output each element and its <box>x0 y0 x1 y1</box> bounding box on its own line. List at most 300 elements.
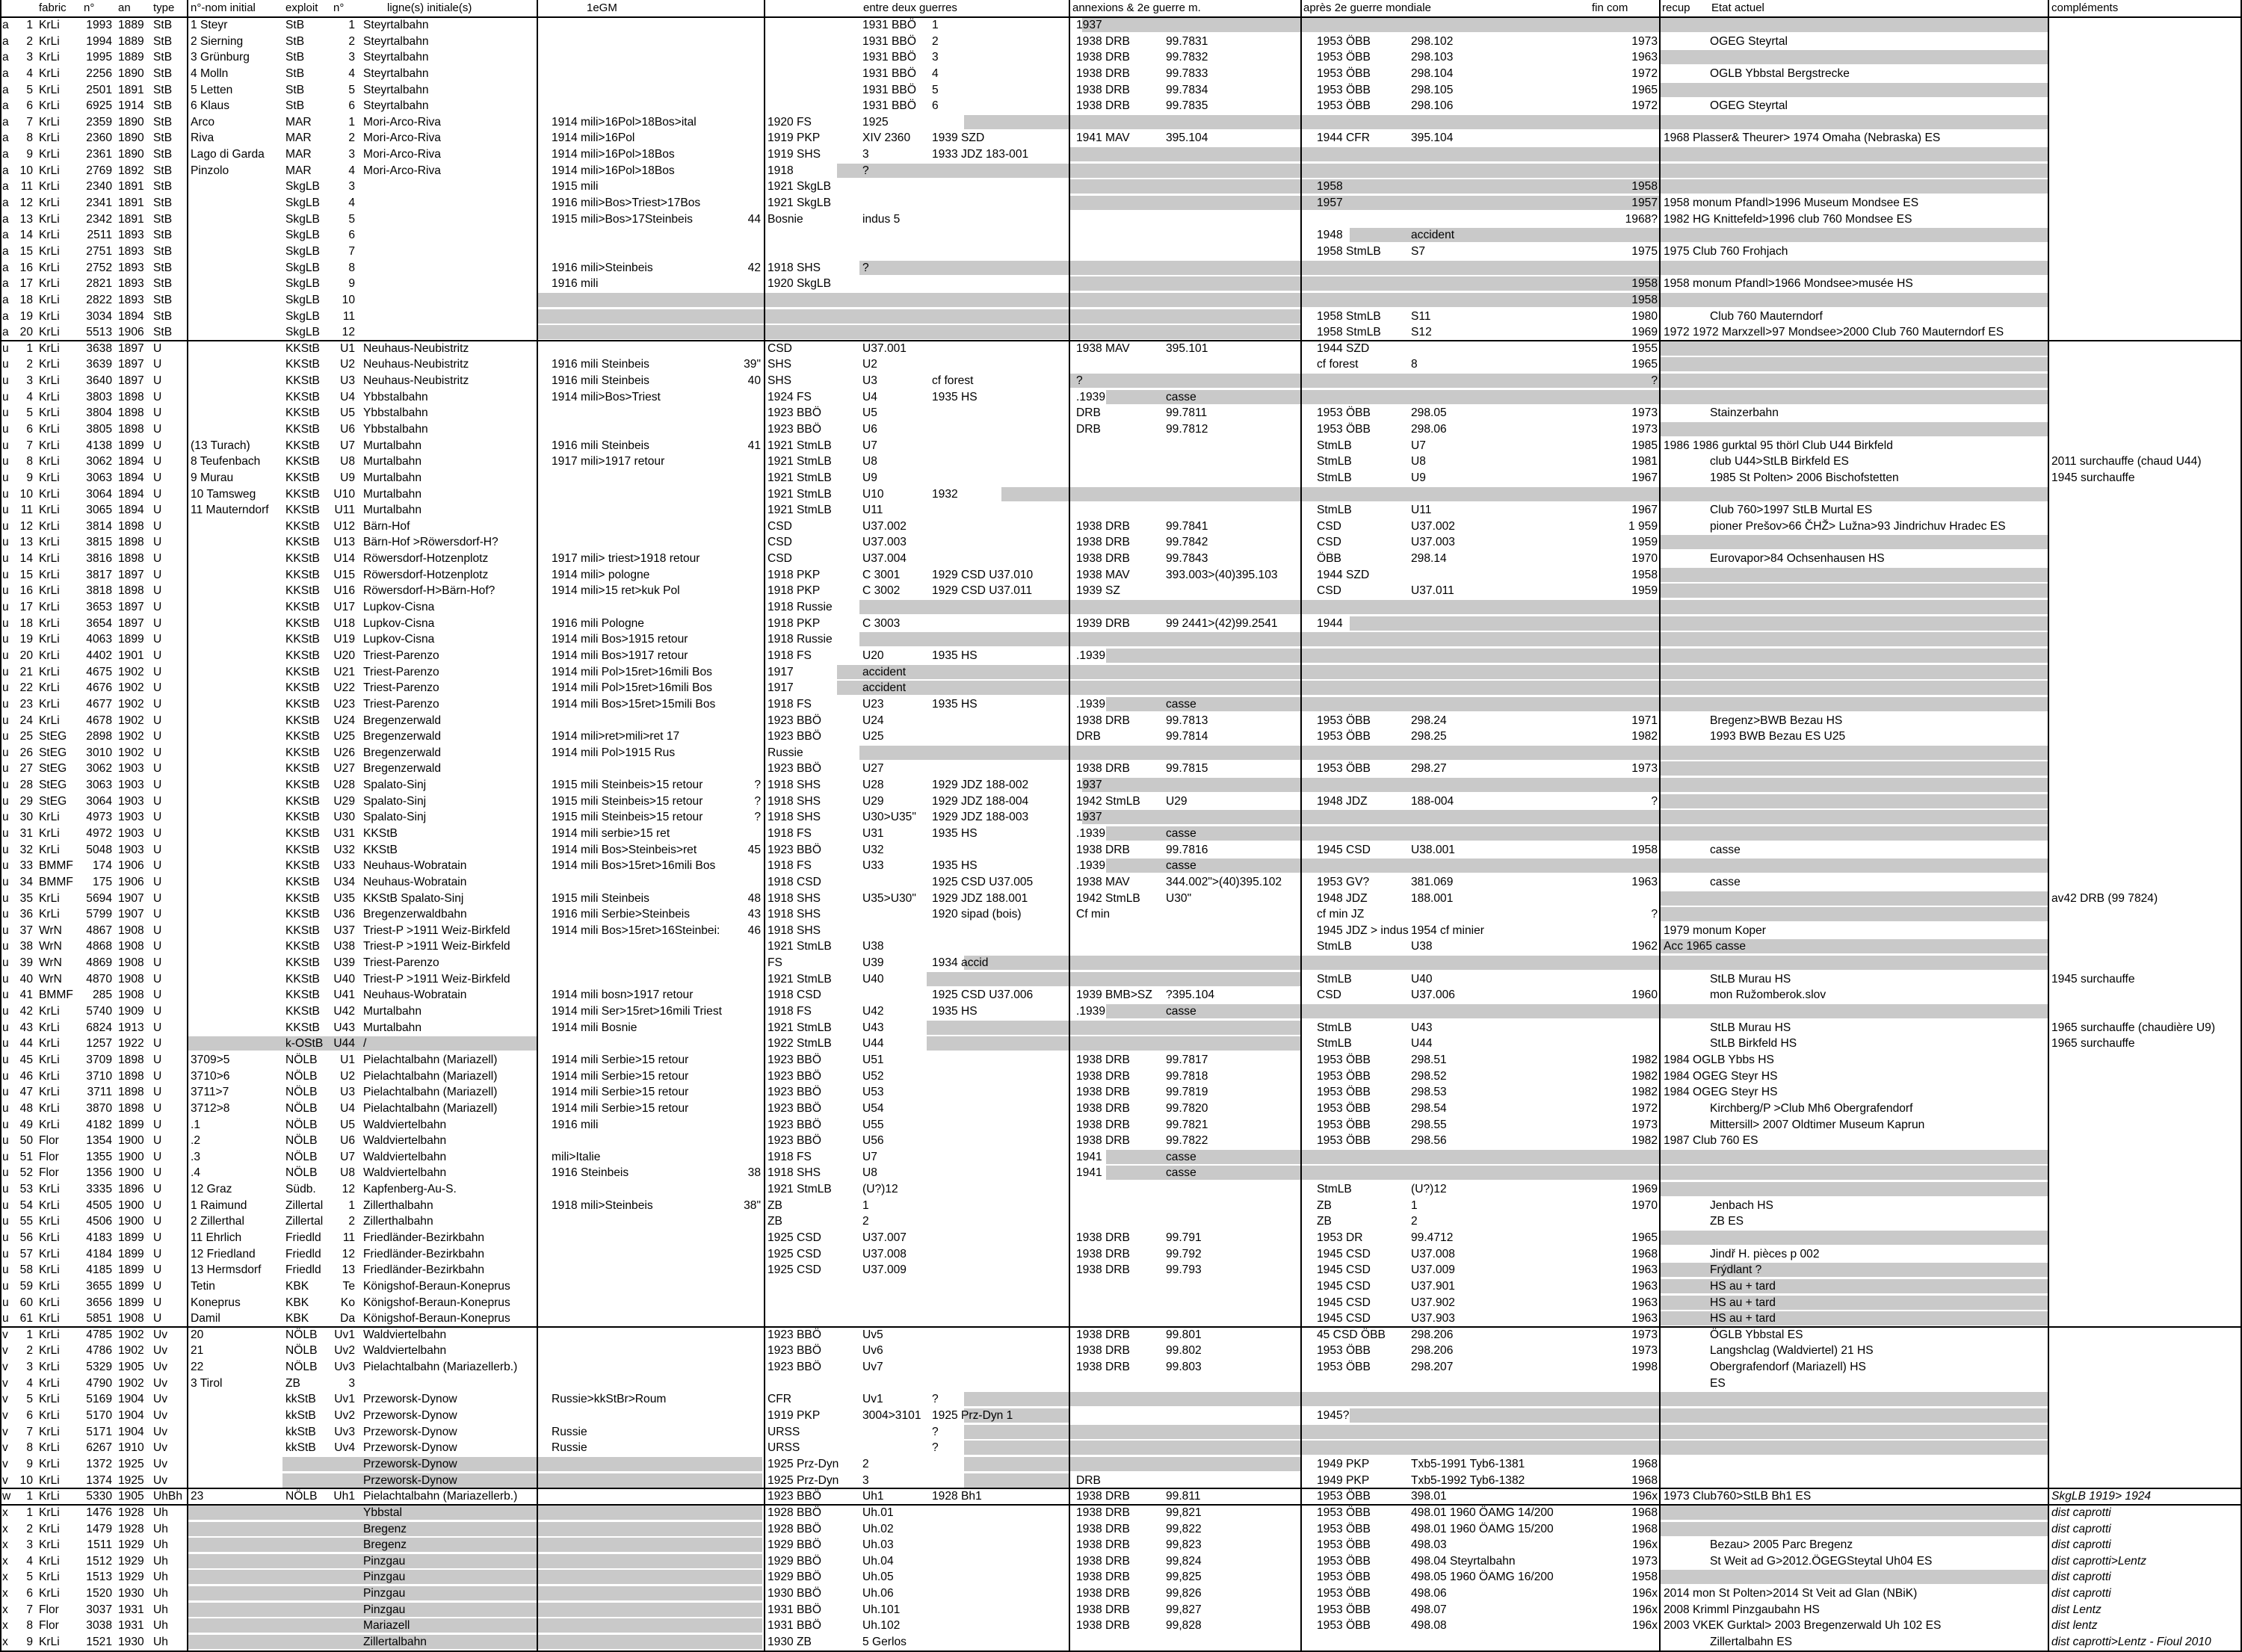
unit-number-cell: U44 <box>333 1037 355 1051</box>
postwar-operator-cell: 1949 PKP <box>1317 1457 1370 1470</box>
factory-number-cell: 3064 <box>86 487 112 501</box>
wwi-number-cell <box>737 874 761 890</box>
interwar-operator-cell: 1918 SHS <box>768 1166 821 1180</box>
unit-number-cell: U28 <box>333 779 355 792</box>
series-cell: u <box>2 1247 9 1260</box>
wwi-number-cell <box>737 276 761 291</box>
initial-line-cell: Königshof-Beraun-Koneprus <box>363 1279 510 1293</box>
type-cell: U <box>153 341 162 355</box>
factory-number-cell: 174 <box>92 859 112 873</box>
initial-line-cell: Steyrtalbahn <box>363 83 429 96</box>
type-cell: Uh <box>153 1619 168 1633</box>
interwar-number-cell: U54 <box>862 1101 884 1115</box>
unit-number-cell: 11 <box>342 1231 355 1244</box>
postwar-number-cell: 298.52 <box>1411 1069 1447 1083</box>
current-state-cell: Club 760 Mauterndorf <box>1710 309 1823 323</box>
factory-number-cell: 2821 <box>86 277 112 291</box>
series-cell: a <box>2 277 9 291</box>
interwar-later-cell: 1929 JDZ 188.001 <box>932 891 1028 905</box>
interwar-later-cell: ? <box>932 1393 939 1406</box>
series-cell: u <box>2 779 9 792</box>
unit-number-cell: 2 <box>348 132 355 145</box>
operator-cell: NÖLB <box>285 1361 318 1374</box>
wwii-operator-cell: 1938 DRB <box>1076 1619 1130 1633</box>
wwii-number-cell: 393.003>(40)395.103 <box>1166 568 1278 581</box>
postwar-operator-cell: cf forest <box>1317 358 1359 371</box>
factory-number-cell: 3639 <box>86 358 112 371</box>
table-row <box>0 1505 2242 1520</box>
interwar-number-cell: indus 5 <box>862 212 901 226</box>
postwar-operator-cell: 1945 CSD <box>1317 1312 1371 1325</box>
row-number-cell: 13 <box>19 536 33 549</box>
fabricant-cell: KrLi <box>39 552 60 566</box>
fabricant-cell: KrLi <box>39 1263 60 1277</box>
year-cell: 1903 <box>118 762 144 776</box>
wwi-number-cell <box>737 1262 761 1278</box>
row-number-cell: 1 <box>26 1328 33 1341</box>
wwi-number-cell <box>737 1456 761 1472</box>
type-cell: U <box>153 423 162 436</box>
interwar-operator-cell: 1918 SHS <box>768 924 821 937</box>
postwar-number-cell: 298.103 <box>1411 51 1454 64</box>
type-cell: Uh <box>153 1603 168 1616</box>
initial-line-cell: Röwersdorf-Hotzenplotz <box>363 568 489 581</box>
wwii-operator-cell: 1938 DRB <box>1076 1571 1130 1584</box>
interwar-operator-cell: 1923 BBÖ <box>768 762 821 776</box>
wwi-number-cell: 46 <box>747 924 761 937</box>
type-cell: StB <box>153 51 173 64</box>
table-row <box>0 1634 2242 1650</box>
row-number-cell: 4 <box>26 1554 33 1568</box>
interwar-operator-cell: 1921 StmLB <box>768 1183 832 1196</box>
wwi-number-cell <box>737 696 761 712</box>
interwar-number-cell: accident <box>862 665 907 678</box>
factory-number-cell: 5048 <box>86 843 112 856</box>
wwi-cell: 1915 mili Steinbeis>15 retour <box>552 794 703 808</box>
row-number-cell: 9 <box>26 148 33 161</box>
wwi-cell: 1918 mili>Steinbeis <box>552 1198 653 1212</box>
postwar-number-cell: U37.902 <box>1411 1296 1455 1309</box>
wwii-operator-cell: 1938 DRB <box>1076 1538 1130 1552</box>
interwar-operator-cell: CSD <box>768 536 792 549</box>
gray-fill <box>1350 616 2048 631</box>
unit-number-cell: 6 <box>348 99 355 113</box>
factory-number-cell: 5740 <box>86 1005 112 1018</box>
initial-line-cell: Königshof-Beraun-Koneprus <box>363 1312 510 1325</box>
initial-line-cell: Waldviertelbahn <box>363 1328 447 1341</box>
fabricant-cell: KrLi <box>39 487 60 501</box>
initial-line-cell: Röwersdorf-H>Bärn-Hof? <box>363 584 495 598</box>
postwar-number-cell: U37.901 <box>1411 1279 1455 1293</box>
factory-number-cell: 175 <box>92 875 112 888</box>
initial-line-cell: Bregenzerwald <box>363 762 442 776</box>
row-number-cell: 7 <box>26 1425 33 1438</box>
notes-cell: 1965 surchauffe <box>2051 1037 2135 1051</box>
notes-cell: 1945 surchauffe <box>2051 471 2135 484</box>
fabricant-cell: KrLi <box>39 891 60 905</box>
series-cell: x <box>2 1636 8 1648</box>
type-cell: U <box>153 1150 162 1163</box>
gray-fill <box>859 746 2048 760</box>
end-of-service-cell: 1982 <box>1631 1134 1658 1148</box>
fabricant-cell: KrLi <box>39 1425 60 1438</box>
type-cell: U <box>153 859 162 873</box>
row-number-cell: 52 <box>19 1166 33 1180</box>
year-cell: 1893 <box>118 293 144 306</box>
series-cell: u <box>2 649 9 662</box>
wwii-number-cell: U30" <box>1166 891 1192 905</box>
interwar-number-cell: U6 <box>862 423 877 436</box>
initial-line-cell: Przeworsk-Dynow <box>363 1409 457 1423</box>
interwar-number-cell: U24 <box>862 714 884 727</box>
gray-fill <box>1069 276 1661 291</box>
interwar-operator-cell: URSS <box>768 1441 800 1455</box>
type-cell: U <box>153 439 162 452</box>
series-cell: x <box>2 1571 8 1584</box>
year-cell: 1908 <box>118 1312 144 1325</box>
table-row <box>0 1149 2242 1165</box>
end-of-service-cell <box>1588 680 1658 696</box>
fabricant-cell: KrLi <box>39 1279 60 1293</box>
end-of-service-cell: 1968 <box>1631 1506 1658 1519</box>
interwar-number-cell: U44 <box>862 1037 884 1051</box>
initial-line-cell: Friedländer-Bezirkbahn <box>363 1231 485 1244</box>
recovery-cell: 1984 OGLB Ybbs HS <box>1664 1053 1774 1066</box>
end-of-service-cell <box>1588 486 1658 502</box>
initial-line-cell: Lupkov-Cisna <box>363 633 435 646</box>
row-number-cell: 5 <box>26 406 33 420</box>
operator-cell: KKStB <box>285 811 320 824</box>
interwar-operator-cell: 1931 BBÖ <box>768 1619 821 1633</box>
initial-line-cell: Pielachtalbahn (Mariazell) <box>363 1101 498 1115</box>
series-cell: v <box>2 1425 8 1438</box>
type-cell: StB <box>153 148 173 161</box>
column-divider <box>537 0 538 1652</box>
wwi-number-cell <box>737 1311 761 1326</box>
section-divider <box>0 1504 2242 1506</box>
gray-fill <box>1106 697 2048 711</box>
gray-fill <box>964 956 2048 970</box>
type-cell: U <box>153 1247 162 1260</box>
unit-number-cell: U26 <box>333 746 355 759</box>
unit-number-cell <box>329 1537 355 1553</box>
operator-cell: KKStB <box>285 423 320 436</box>
recovery-cell: 1972 1972 Marxzell>97 Mondsee>2000 Club 760 Mauterndorf ES <box>1664 326 2004 339</box>
interwar-number-cell: 2 <box>862 1457 869 1470</box>
interwar-number-cell: 1931 BBÖ <box>862 83 916 96</box>
gray-fill <box>1001 487 2048 501</box>
end-of-service-cell: 1958 <box>1631 1571 1658 1584</box>
series-cell: u <box>2 908 9 921</box>
series-cell: a <box>2 180 9 194</box>
operator-cell: KKStB <box>285 827 320 840</box>
interwar-operator-cell: 1923 BBÖ <box>768 1490 821 1503</box>
wwii-number-cell: 99,823 <box>1166 1538 1202 1552</box>
operator-cell: SkgLB <box>285 293 320 306</box>
series-cell: u <box>2 1166 9 1180</box>
operator-cell: KKStB <box>285 1021 320 1034</box>
fabricant-cell: KrLi <box>39 148 60 161</box>
postwar-number-cell: U38 <box>1411 940 1433 953</box>
row-number-cell: 15 <box>19 244 33 258</box>
wwii-operator-cell: 1939 SZ <box>1076 584 1120 598</box>
year-cell: 1890 <box>118 132 144 145</box>
series-cell: u <box>2 843 9 856</box>
postwar-operator-cell: 1953 ÖBB <box>1317 1053 1371 1066</box>
gray-fill <box>188 1635 762 1649</box>
initial-line-cell: Steyrtalbahn <box>363 34 429 48</box>
wwi-number-cell <box>737 616 761 631</box>
year-cell: 1904 <box>118 1409 144 1423</box>
unit-number-cell <box>329 1618 355 1633</box>
table-row <box>0 599 2242 615</box>
type-cell: U <box>153 681 162 695</box>
unit-number-cell: U19 <box>333 633 355 646</box>
fabricant-cell: BMMF <box>39 859 73 873</box>
wwi-cell: 1914 mili>16Pol>18Bos <box>552 164 675 177</box>
row-number-cell: 25 <box>19 730 33 743</box>
interwar-operator-cell: Russie <box>768 746 803 759</box>
table-row <box>0 1117 2242 1133</box>
year-cell: 1898 <box>118 1069 144 1083</box>
operator-cell: KKStB <box>285 924 320 937</box>
wwii-operator-cell: 1941 <box>1076 1166 1102 1180</box>
type-cell: U <box>153 875 162 888</box>
gray-fill <box>837 665 2048 679</box>
row-number-cell: 3 <box>26 1361 33 1374</box>
col-header-wwi: 1eGM <box>587 1 617 14</box>
operator-cell: Zillertal <box>285 1198 324 1212</box>
postwar-operator-cell: StmLB <box>1317 439 1352 452</box>
operator-cell: KKStB <box>285 390 320 403</box>
fabricant-cell: KrLi <box>39 1636 60 1648</box>
end-of-service-cell <box>1588 971 1658 987</box>
current-state-cell: club U44>StLB Birkfeld ES <box>1710 455 1849 468</box>
interwar-operator-cell: 1920 FS <box>768 115 812 129</box>
initial-line-cell: Murtalbahn <box>363 471 422 484</box>
series-cell: u <box>2 859 9 873</box>
fabricant-cell: KrLi <box>39 51 60 64</box>
notes-cell: av42 DRB (99 7824) <box>2051 891 2158 905</box>
wwii-operator-cell: 1938 DRB <box>1076 34 1130 48</box>
year-cell: 1906 <box>118 859 144 873</box>
gray-fill <box>538 309 1300 324</box>
type-cell: StB <box>153 261 173 274</box>
wwi-number-cell <box>737 1569 761 1585</box>
table-row <box>0 324 2242 340</box>
initial-line-cell: Spalato-Sinj <box>363 794 427 808</box>
operator-cell: KKStB <box>285 439 320 452</box>
wwi-cell: 1914 mili>16Pol>18Bos>ital <box>552 115 697 129</box>
unit-number-cell: U17 <box>333 601 355 614</box>
type-cell: U <box>153 1183 162 1196</box>
wwii-number-cell: 99.7812 <box>1166 423 1208 436</box>
series-cell: v <box>2 1409 8 1423</box>
end-of-service-cell: 1973 <box>1631 34 1658 48</box>
series-cell: u <box>2 989 9 1002</box>
current-state-cell: Kirchberg/P >Club Mh6 Obergrafendorf <box>1710 1101 1913 1115</box>
unit-number-cell: U5 <box>340 406 355 420</box>
type-cell: U <box>153 536 162 549</box>
unit-number-cell: Uv2 <box>334 1344 355 1358</box>
operator-cell: SkgLB <box>285 277 320 291</box>
table-row <box>0 163 2242 179</box>
interwar-operator-cell: 1917 <box>768 681 794 695</box>
series-cell: v <box>2 1393 8 1406</box>
gray-fill <box>859 261 2048 275</box>
initial-line-cell: KKStB <box>363 827 398 840</box>
factory-number-cell: 2751 <box>86 244 112 258</box>
initial-line-cell: Kapfenberg-Au-S. <box>363 1183 457 1196</box>
operator-cell: NÖLB <box>285 1118 318 1131</box>
table-row <box>0 1618 2242 1633</box>
interwar-operator-cell: 1921 StmLB <box>768 439 832 452</box>
series-cell: u <box>2 714 9 727</box>
wwi-number-cell <box>737 938 761 954</box>
wwii-number-cell: 99.7818 <box>1166 1069 1208 1083</box>
table-row <box>0 454 2242 469</box>
row-number-cell: 8 <box>26 1441 33 1455</box>
table-row <box>0 616 2242 631</box>
operator-cell: kkStB <box>285 1425 316 1438</box>
table-row <box>0 1440 2242 1455</box>
end-of-service-cell <box>1588 923 1658 938</box>
notes-cell: dist caprotti <box>2051 1506 2111 1519</box>
table-row <box>0 713 2242 728</box>
interwar-operator-cell: 1921 SkgLB <box>768 197 831 210</box>
type-cell: U <box>153 519 162 533</box>
interwar-number-cell: U42 <box>862 1005 884 1018</box>
table-row <box>0 1327 2242 1343</box>
interwar-number-cell: U37.007 <box>862 1231 907 1244</box>
unit-number-cell: U1 <box>340 1053 355 1066</box>
interwar-number-cell: U4 <box>862 390 877 403</box>
interwar-number-cell: U37.002 <box>862 519 907 533</box>
postwar-operator-cell: ZB <box>1317 1215 1332 1228</box>
year-cell: 1899 <box>118 1231 144 1244</box>
factory-number-cell: 2898 <box>86 730 112 743</box>
type-cell: U <box>153 584 162 598</box>
interwar-operator-cell: 1923 BBÖ <box>768 1134 821 1148</box>
wwi-number-cell: 38 <box>747 1166 761 1180</box>
wwii-operator-cell: 1938 DRB <box>1076 1118 1130 1131</box>
end-of-service-cell: 1970 <box>1631 552 1658 566</box>
postwar-number-cell: 298.54 <box>1411 1101 1447 1115</box>
postwar-operator-cell: ZB <box>1317 1198 1332 1212</box>
row-number-cell: 5 <box>26 83 33 96</box>
wwi-number-cell: 44 <box>747 212 761 226</box>
series-cell: u <box>2 1086 9 1099</box>
wwii-operator-cell: .1939 <box>1076 697 1106 711</box>
factory-number-cell: 4182 <box>86 1118 112 1131</box>
row-number-cell: 3 <box>26 374 33 388</box>
table-row <box>0 809 2242 825</box>
interwar-operator-cell: 1921 StmLB <box>768 972 832 986</box>
operator-cell: SkgLB <box>285 326 320 339</box>
year-cell: 1908 <box>118 940 144 953</box>
notes-cell: 1965 surchauffe (chaudière U9) <box>2051 1021 2216 1034</box>
interwar-operator-cell: 1921 StmLB <box>768 504 832 517</box>
factory-number-cell: 3335 <box>86 1183 112 1196</box>
interwar-number-cell: U33 <box>862 859 884 873</box>
interwar-operator-cell: 1923 BBÖ <box>768 1118 821 1131</box>
end-of-service-cell: 1975 <box>1631 244 1658 258</box>
operator-cell: KKStB <box>285 552 320 566</box>
wwi-number-cell <box>737 405 761 421</box>
end-of-service-cell <box>1588 599 1658 615</box>
table-row <box>0 1537 2242 1553</box>
end-of-service-cell <box>1588 1036 1658 1051</box>
interwar-operator-cell: 1925 Prz-Dyn <box>768 1473 839 1487</box>
row-number-cell: 5 <box>26 1571 33 1584</box>
type-cell: Uv <box>153 1376 168 1390</box>
unit-number-cell: 3 <box>348 180 355 194</box>
table-row <box>0 664 2242 680</box>
wwii-operator-cell: DRB <box>1076 423 1101 436</box>
factory-number-cell: 2769 <box>86 164 112 177</box>
series-cell: u <box>2 681 9 695</box>
unit-number-cell: 12 <box>342 1183 355 1196</box>
table-row <box>0 66 2242 81</box>
wwi-number-cell <box>737 1068 761 1084</box>
type-cell: U <box>153 665 162 678</box>
end-of-service-cell: 1958 <box>1631 843 1658 856</box>
year-cell: 1928 <box>118 1522 144 1535</box>
series-cell: u <box>2 1021 9 1034</box>
postwar-operator-cell: StmLB <box>1317 471 1352 484</box>
year-cell: 1902 <box>118 681 144 695</box>
table-row <box>0 891 2242 906</box>
table-row <box>0 114 2242 130</box>
series-cell: x <box>2 1619 8 1633</box>
wwi-number-cell <box>737 1440 761 1455</box>
fabricant-cell: KrLi <box>39 197 60 210</box>
factory-number-cell: 6925 <box>86 99 112 113</box>
unit-number-cell: 3 <box>348 148 355 161</box>
year-cell: 1898 <box>118 1086 144 1099</box>
postwar-number-cell: 498.05 1960 ÖAMG 16/200 <box>1411 1571 1554 1584</box>
row-number-cell: 58 <box>19 1263 33 1277</box>
year-cell: 1892 <box>118 164 144 177</box>
postwar-operator-cell: 1953 ÖBB <box>1317 1522 1371 1535</box>
initial-name-cell: .1 <box>191 1118 201 1131</box>
factory-number-cell: 4138 <box>86 439 112 452</box>
year-cell: 1902 <box>118 1376 144 1390</box>
wwii-operator-cell: 1938 DRB <box>1076 51 1130 64</box>
wwi-number-cell <box>737 713 761 728</box>
type-cell: U <box>153 1021 162 1034</box>
end-of-service-cell: ? <box>1651 374 1658 388</box>
factory-number-cell: 4506 <box>86 1215 112 1228</box>
postwar-operator-cell: StmLB <box>1317 1021 1352 1034</box>
table-row <box>0 923 2242 938</box>
fabricant-cell: KrLi <box>39 1344 60 1358</box>
end-of-service-cell <box>1588 631 1658 647</box>
end-of-service-cell: 1982 <box>1631 730 1658 743</box>
row-number-cell: 4 <box>26 390 33 403</box>
end-of-service-cell: 1968 <box>1631 1457 1658 1470</box>
operator-cell: KKStB <box>285 584 320 598</box>
wwi-number-cell <box>737 1084 761 1100</box>
initial-line-cell: Triest-Parenzo <box>363 697 439 711</box>
row-number-cell: 3 <box>26 1538 33 1552</box>
type-cell: Uh <box>153 1506 168 1519</box>
series-cell: a <box>2 212 9 226</box>
wwii-operator-cell: 1938 DRB <box>1076 1554 1130 1568</box>
type-cell: Uv <box>153 1328 168 1341</box>
series-cell: a <box>2 309 9 323</box>
type-cell: U <box>153 1263 162 1277</box>
